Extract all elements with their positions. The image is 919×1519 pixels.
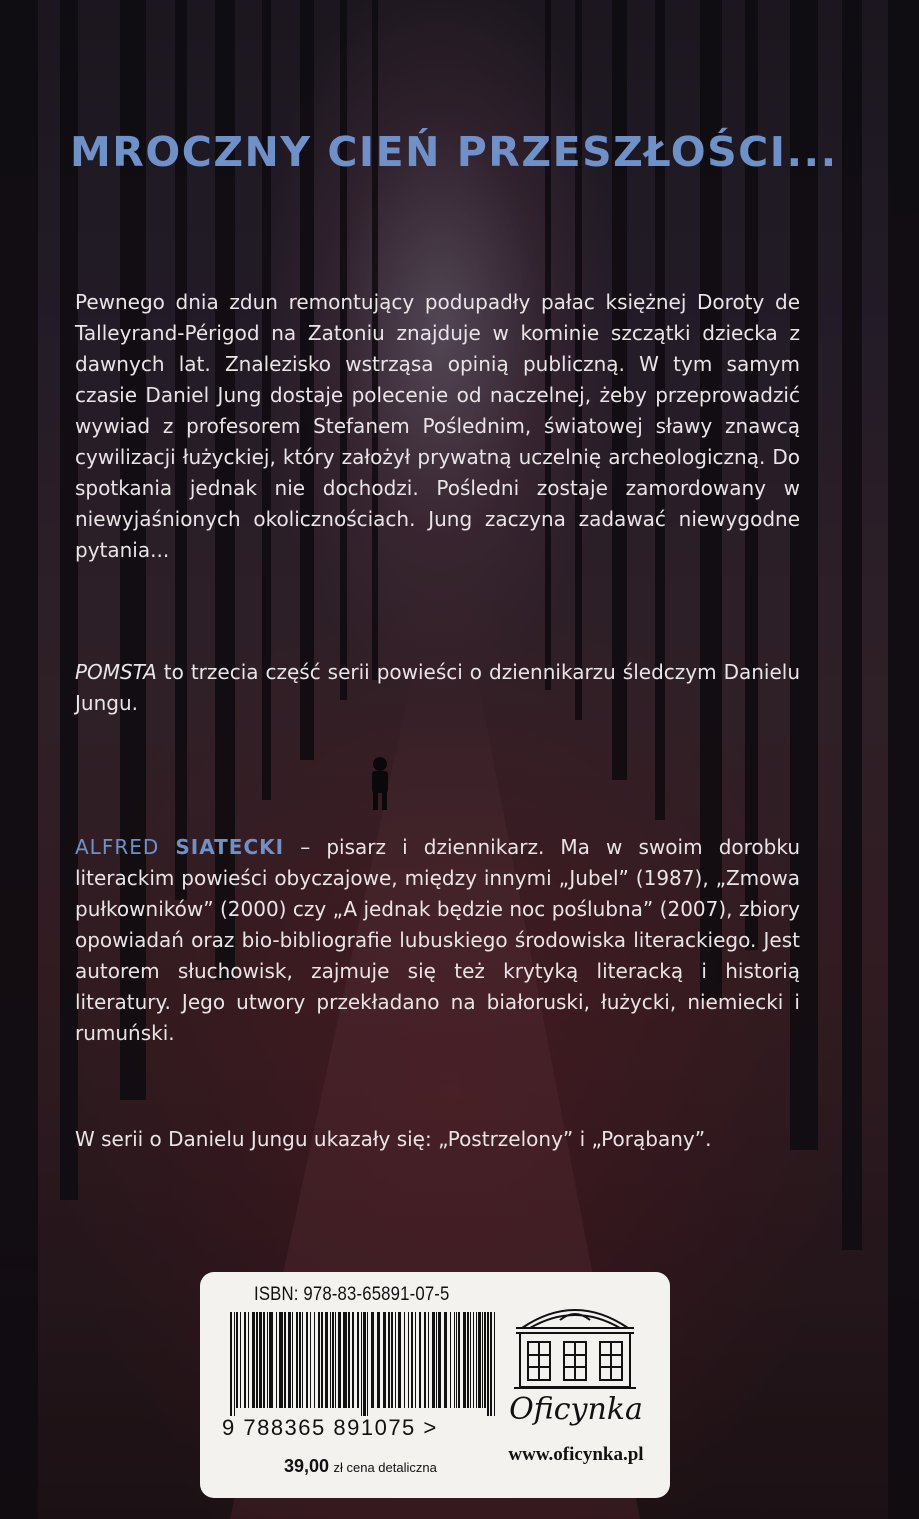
barcode-bar bbox=[377, 1312, 380, 1408]
barcode-bar bbox=[302, 1312, 303, 1408]
barcode-bar bbox=[296, 1312, 298, 1408]
barcode-bar bbox=[244, 1312, 246, 1408]
barcode-bar bbox=[318, 1312, 320, 1408]
barcode-bar bbox=[398, 1312, 401, 1408]
barcode-bar bbox=[335, 1312, 336, 1408]
publisher-building-logo bbox=[500, 1300, 650, 1392]
barcode-bar bbox=[424, 1312, 426, 1408]
barcode-bar bbox=[494, 1312, 495, 1416]
barcode-bar bbox=[276, 1312, 277, 1408]
barcode-bar bbox=[352, 1312, 354, 1408]
author-last-name: SIATECKI bbox=[175, 835, 285, 859]
barcode-bar bbox=[391, 1312, 393, 1408]
barcode-bar bbox=[467, 1312, 469, 1408]
barcode-bar bbox=[279, 1312, 283, 1408]
book-description: Pewnego dnia zdun remontujący podupadły pałac księżnej Doroty de Talleyrand-Périgod na Zatoniu znajduje w kominie szczątki dziecka z dawnych lat. Znalezisko wstrząsa opinią publiczną. W tym samym czasie Daniel Jung dostaje polecenie od naczelnej, żeby przeprowadzić wywiad z profesorem Stefanem Poślednim, światowej sławy znawcą cywilizacji łużyckiej, który założył prywatną uczelnię archeologiczną. Do spotkania jednak nie dochodzi. Pośledni zostaje zamordowany w niewyjaśnionych okolicznościach. Jung zaczyna zadawać niewygodne pytania... bbox=[75, 290, 800, 562]
isbn-price-sticker bbox=[200, 1272, 670, 1498]
barcode-bar bbox=[299, 1312, 301, 1408]
barcode-bar bbox=[306, 1312, 308, 1408]
barcode-bar bbox=[292, 1312, 293, 1408]
barcode-bar bbox=[473, 1312, 474, 1408]
barcode-bar bbox=[367, 1312, 368, 1416]
barcode-bar bbox=[395, 1312, 396, 1408]
barcode-bar bbox=[463, 1312, 466, 1408]
publisher-name: Oficynka bbox=[509, 1392, 643, 1427]
other-titles-note: W serii o Danielu Jungu ukazały się: „Postrzelony” i „Porąbany”. bbox=[75, 1127, 712, 1151]
barcode-bar bbox=[490, 1312, 492, 1416]
barcode-bar bbox=[325, 1312, 328, 1408]
barcode-bar bbox=[284, 1312, 286, 1408]
barcode-bar bbox=[240, 1312, 241, 1408]
barcode-bar bbox=[482, 1312, 483, 1408]
barcode-bar bbox=[269, 1312, 273, 1408]
barcode-bar bbox=[404, 1312, 405, 1408]
barcode-bar bbox=[256, 1312, 258, 1408]
barcode-bar bbox=[363, 1312, 366, 1416]
barcode-bar bbox=[267, 1312, 268, 1408]
barcode-bar bbox=[436, 1312, 437, 1408]
barcode-bar bbox=[484, 1312, 486, 1408]
barcode-bar bbox=[408, 1312, 409, 1408]
barcode-bar bbox=[234, 1312, 235, 1416]
barcode-bar bbox=[252, 1312, 255, 1408]
barcode-bar bbox=[456, 1312, 457, 1408]
author-first-name: ALFRED bbox=[75, 835, 160, 859]
price-tag bbox=[284, 1456, 437, 1477]
series-note-text: to trzecia część serii powieści o dziennikarzu śledczym Danielu Jungu. bbox=[75, 660, 800, 715]
barcode-bar bbox=[288, 1312, 291, 1408]
barcode-bar bbox=[371, 1312, 374, 1408]
isbn-number: ISBN: 978-83-65891-07-5 bbox=[254, 1284, 450, 1305]
barcode-bar bbox=[428, 1312, 429, 1408]
barcode-image bbox=[230, 1312, 500, 1416]
barcode-bar bbox=[476, 1312, 477, 1408]
barcode-bar bbox=[415, 1312, 416, 1408]
barcode-bar bbox=[348, 1312, 350, 1408]
barcode-bar bbox=[411, 1312, 413, 1408]
barcode-bar bbox=[236, 1312, 238, 1408]
barcode-bar bbox=[470, 1312, 471, 1408]
barcode-bar bbox=[454, 1312, 455, 1408]
author-bio-text: – pisarz i dziennikarz. Ma w swoim dorobku literackim powieści obyczajowe, między innymi „Jubel” (1987), „Zmowa pułkowników” (2000) czy „A jednak będzie noc poślubna” (2007), zbiory opowiadań oraz bio-bibliografie lubuskiego środowiska literackiego. Jest autorem słuchowisk, zajmuje się też krytyką literacką i historią literatury. Jego utwory przekładano na białoruski, łużycki, niemiecki i rumuński. bbox=[75, 835, 800, 1045]
barcode-bar bbox=[388, 1312, 390, 1408]
series-note bbox=[75, 657, 800, 719]
barcode-bar bbox=[343, 1312, 347, 1408]
barcode-bar bbox=[263, 1312, 265, 1408]
barcode-digits: 9 788365 891075 > bbox=[222, 1415, 438, 1440]
barcode-bar bbox=[458, 1312, 460, 1408]
barcode-bar bbox=[338, 1312, 341, 1408]
author-bio bbox=[75, 832, 800, 1049]
book-title: POMSTA bbox=[75, 660, 157, 684]
barcode-bar bbox=[259, 1312, 262, 1408]
barcode-bar bbox=[419, 1312, 421, 1408]
barcode-bar bbox=[450, 1312, 451, 1408]
barcode-bar bbox=[330, 1312, 331, 1408]
barcode-bar bbox=[444, 1312, 447, 1408]
barcode-bar bbox=[432, 1312, 435, 1408]
publisher-url: www.oficynka.pl bbox=[508, 1444, 644, 1465]
barcode-bar bbox=[478, 1312, 481, 1408]
price-value: 39,00 bbox=[284, 1456, 330, 1476]
barcode-bar bbox=[438, 1312, 441, 1408]
barcode-bar bbox=[357, 1312, 359, 1408]
barcode-bar bbox=[248, 1312, 249, 1408]
barcode-bar bbox=[310, 1312, 311, 1408]
barcode-bar bbox=[361, 1312, 362, 1416]
barcode-bar bbox=[383, 1312, 386, 1408]
cover-headline: MROCZNY CIEŃ PRZESZŁOŚCI... bbox=[70, 128, 838, 176]
barcode-bar bbox=[314, 1312, 315, 1408]
barcode-bar bbox=[321, 1312, 323, 1408]
price-label: zł cena detaliczna bbox=[333, 1460, 437, 1475]
barcode-bar bbox=[230, 1312, 232, 1416]
barcode-bar bbox=[332, 1312, 334, 1408]
barcode-bar bbox=[487, 1312, 489, 1416]
